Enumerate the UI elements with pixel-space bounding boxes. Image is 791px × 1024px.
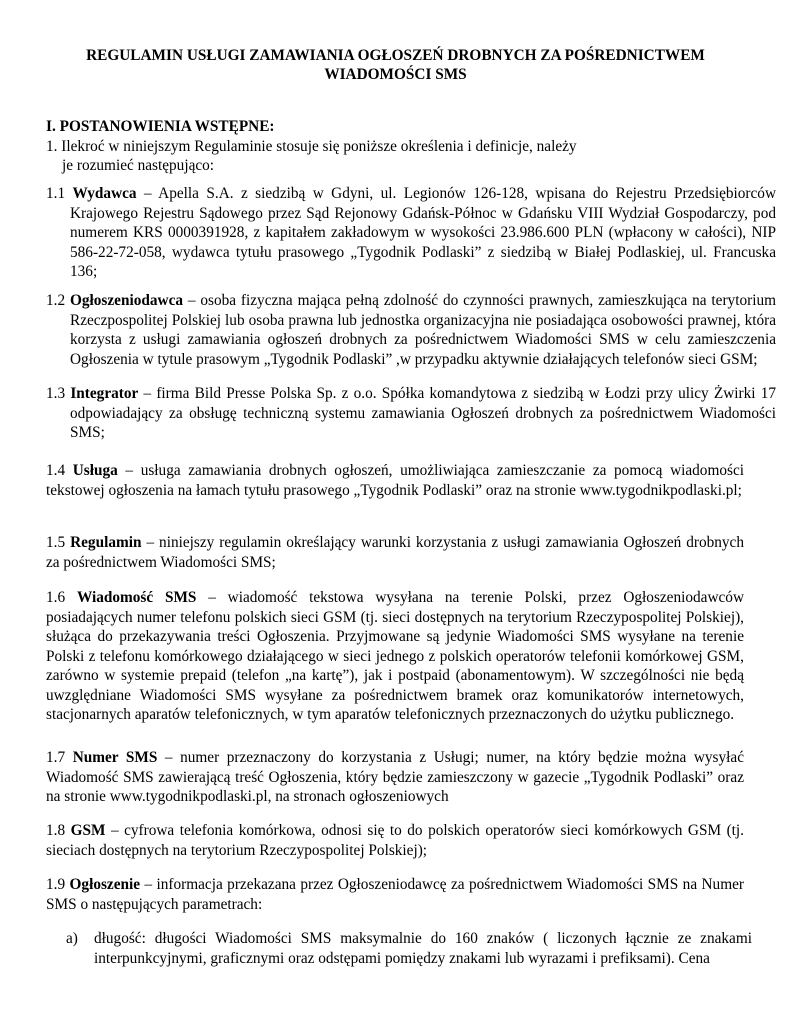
- list-item-text: długość: długości Wiadomości SMS maksymalnie do 160 znaków ( liczonych łącznie ze znakami interpunkcyjnymi, graficznymi oraz odstępami pomiędzy znakami lub wyrazami i prefiksami). Cena: [94, 930, 752, 967]
- section-heading: I. POSTANOWIENIA WSTĘPNE:: [46, 118, 275, 135]
- definition-number: 1.8: [46, 822, 71, 839]
- definition-1-4: [46, 461, 744, 500]
- definition-text: – informacja przekazana przez Ogłoszeniodawcę za pośrednictwem Wiadomości SMS na Numer SMS o następujących parametrach:: [46, 876, 744, 913]
- definition-number: 1.5: [46, 534, 71, 551]
- definition-text: – niniejszy regulamin określający warunki korzystania z usługi zamawiania Ogłoszeń drobnych za pośrednictwem Wiadomości SMS;: [46, 534, 744, 571]
- definition-term: Regulamin: [70, 534, 142, 551]
- document-title: [40, 46, 751, 84]
- definition-term: Wiadomość SMS: [76, 589, 197, 606]
- definition-term: GSM: [70, 822, 106, 839]
- list-item-a: [66, 929, 752, 968]
- definition-number: 1.9: [46, 876, 70, 893]
- definition-number: 1.1: [46, 185, 73, 202]
- definition-text: – Apella S.A. z siedzibą w Gdyni, ul. Legionów 126-128, wpisana do Rejestru Przedsiębiorców Krajowego Rejestru Sądowego przez Sąd Rejonowy Gdańsk-Północ w Gdańsku VIII Wydział Gospodarczy, pod numerem KRS 0000391928, z kapitałem zakładowym w wysokości 23.986.600 PLN (wpłacony w całości), NIP 586-22-72-058, wydawca tytułu prasowego „Tygodnik Podlaski” z siedzibą w Białej Podlaskiej, ul. Francuska 136;: [70, 185, 776, 280]
- intro-line-1: 1. Ilekroć w niniejszym Regulaminie stosuje się poniższe określenia i definicje, należy: [46, 137, 577, 155]
- definition-1-5: [46, 533, 744, 572]
- definition-number: 1.4: [46, 462, 73, 479]
- definition-1-9: [46, 875, 744, 914]
- title-line-1: REGULAMIN USŁUGI ZAMAWIANIA OGŁOSZEŃ DROBNYCH ZA POŚREDNICTWEM: [86, 47, 705, 64]
- definition-number: 1.7: [46, 749, 73, 766]
- definition-term: Integrator: [70, 385, 139, 402]
- definition-term: Usługa: [72, 462, 118, 479]
- intro-line-2: je rozumieć następująco:: [62, 157, 215, 174]
- definition-term: Wydawca: [72, 185, 137, 202]
- definition-text: – cyfrowa telefonia komórkowa, odnosi się to do polskich operatorów sieci komórkowych GSM (tj. sieciach dostępnych na terytorium Rzeczypospolitej Polskiej);: [46, 822, 745, 859]
- list-marker: a): [66, 930, 78, 947]
- section-intro: [46, 117, 751, 176]
- definition-number: 1.6: [46, 589, 77, 606]
- definition-1-6: [46, 588, 744, 725]
- definition-1-8: [46, 821, 744, 860]
- definition-1-1: [46, 184, 776, 282]
- definition-number: 1.3: [46, 385, 71, 402]
- definition-term: Numer SMS: [72, 749, 158, 766]
- definition-1-7: [46, 748, 744, 807]
- definition-1-2: [46, 291, 776, 369]
- definition-text: – firma Bild Presse Polska Sp. z o.o. Spółka komandytowa z siedzibą w Łodzi przy ulicy Żwirki 17 odpowiadający za obsługę techniczną systemu zamawiania Ogłoszeń drobnych za pośrednictwem Wiadomości SMS;: [70, 385, 776, 441]
- title-line-2: WIADOMOŚCI SMS: [324, 66, 467, 83]
- definition-number: 1.2: [46, 292, 70, 309]
- definition-text: – wiadomość tekstowa wysyłana na terenie Polski, przez Ogłoszeniodawców posiadających numer telefonu polskich sieci GSM (tj. sieci dostępnych na terytorium Rzeczypospolitej Polskiej), służąca do przekazywania treści Ogłoszenia. Przyjmowane są jedynie Wiadomości SMS wysyłane na terenie Polski z telefonu komórkowego działającego w sieci jednego z polskich operatorów telefonii komórkowej GSM, zarówno w systemie prepaid (telefon „na kartę”), jak i postpaid (abonamentowym). W szczególności nie będą uwzględniane Wiadomości SMS wysyłane za pośrednictwem bramek oraz komunikatorów internetowych, stacjonarnych aparatów telefonicznych, w tym aparatów telefonicznych przeznaczonych do użytku publicznego.: [46, 589, 744, 723]
- definition-text: – numer przeznaczony do korzystania z Usługi; numer, na który będzie można wysyłać Wiadomość SMS zawierającą treść Ogłoszenia, który będzie zamieszczony w gazecie „Tygodnik Podlaski” oraz na stronie www.tygodnikpodlaski.pl, na stronach ogłoszeniowych: [46, 749, 744, 805]
- definition-text: – usługa zamawiania drobnych ogłoszeń, umożliwiająca zamieszczanie za pomocą wiadomości tekstowej ogłoszenia na łamach tytułu prasowego „Tygodnik Podlaski” oraz na stronie www.tygodnikpodlaski.pl;: [46, 462, 744, 499]
- definition-1-3: [46, 384, 776, 443]
- definition-term: Ogłoszeniodawca: [69, 292, 184, 309]
- definition-term: Ogłoszenie: [69, 876, 141, 893]
- definition-text: – osoba fizyczna mająca pełną zdolność do czynności prawnych, zamieszkująca na terytorium Rzeczpospolitej Polskiej lub osoba prawna lub jednostka organizacyjna nie posiadająca osobowości prawnej, która korzysta z usługi zamawiania ogłoszeń drobnych za pośrednictwem Wiadomości SMS w celu zamieszczenia Ogłoszenia w tytule prasowym „Tygodnik Podlaski” ,w przypadku aktywnie działających telefonów sieci GSM;: [70, 292, 776, 368]
